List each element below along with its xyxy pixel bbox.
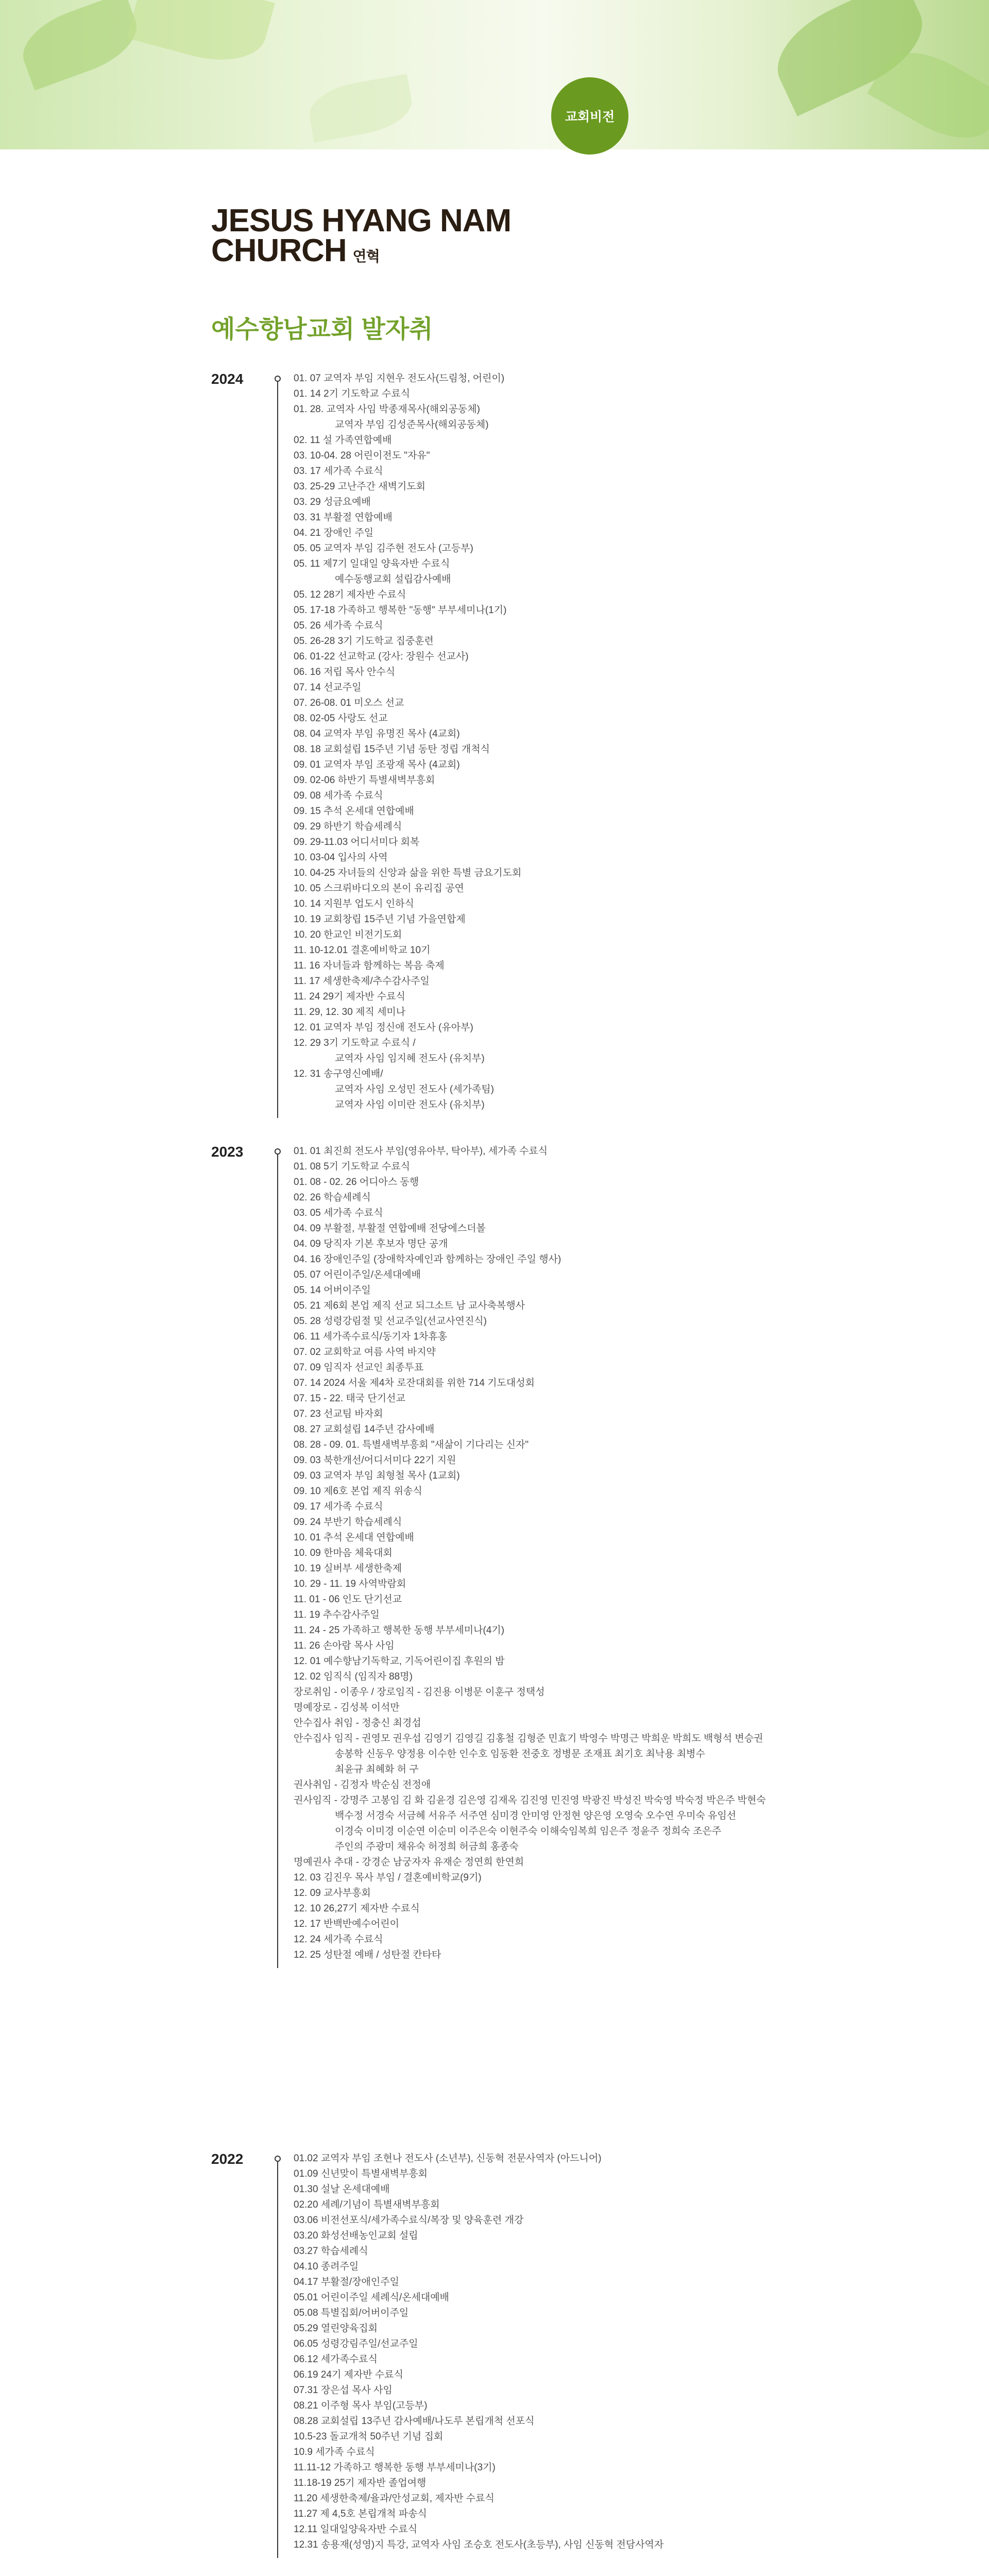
history-entry: 08. 27 교회설립 14주년 감사예배 (294, 1424, 435, 1435)
timeline-line (277, 2161, 278, 2558)
history-entry: 12.31 송용재(성영)지 특강, 교역자 사임 조승호 전도사(초등부), 사임 신동혁 전담사역자 (294, 2539, 664, 2550)
history-entry: 10. 09 한마음 체육대회 (294, 1548, 393, 1558)
history-entry: 09. 08 세가족 수료식 (294, 790, 383, 801)
history-entry: 10. 19 실버부 세생한축제 (294, 1563, 402, 1574)
history-entry: 05.08 특별집회/어버이주일 (294, 2308, 409, 2318)
history-entry: 04.17 부활절/장애인주일 (294, 2277, 399, 2287)
history-entry: 06. 16 저립 목사 안수식 (294, 667, 396, 677)
history-entry: 12. 02 임직식 (임직자 88명) (294, 1671, 413, 1682)
history-entry: 명예권사 추대 - 강경순 남궁자자 유재순 정연희 한연희 (294, 1857, 524, 1868)
history-entry: 07. 09 임직자 선교인 최종투표 (294, 1362, 424, 1373)
history-entry: 07. 14 2024 서울 제4차 로잔대회를 위한 714 기도대성회 (294, 1378, 535, 1388)
history-entry: 05. 28 성령강림절 및 선교주일(선교사연진식) (294, 1316, 487, 1327)
timeline-dot (275, 2156, 281, 2162)
history-entry: 권사임직 - 강명주 고봉임 김 화 김윤경 김은영 김재옥 김진영 민진영 박광진 박성진 박숙영 박숙정 박은주 박현숙 (294, 1795, 766, 1806)
brand-church-text: CHURCH (211, 233, 347, 268)
history-entry: 안수집사 취임 - 정충신 최경섭 (294, 1718, 421, 1728)
history-entry: 교역자 사임 임지혜 전도사 (유치부) (335, 1053, 485, 1064)
history-entry: 01.09 신년맞이 특별새벽부흥회 (294, 2168, 428, 2179)
hero-banner (0, 0, 989, 149)
history-entry: 01. 08 5기 기도학교 수료식 (294, 1161, 411, 1172)
history-entry: 11. 01 - 06 인도 단기선교 (294, 1594, 402, 1605)
history-entry: 09. 29-11.03 어디서미다 회복 (294, 837, 420, 848)
history-entry: 05.29 열린양육집회 (294, 2323, 378, 2334)
history-entry: 08.28 교회설립 13주년 감사예배/나도루 본립개척 선포식 (294, 2416, 535, 2427)
history-entry: 05.01 어린이주일 세례식/온세대예배 (294, 2292, 449, 2303)
timeline-dot (275, 1148, 281, 1155)
history-entry: 12. 29 3기 기도학교 수료식 / (294, 1038, 416, 1048)
history-entry: 10. 04-25 자녀들의 신앙과 삶을 위한 특별 금요기도회 (294, 868, 522, 878)
history-entry: 08. 02-05 사랑도 선교 (294, 713, 388, 724)
history-entry: 09. 01 교역자 부임 조광재 목사 (4교회) (294, 759, 460, 770)
history-entry: 12. 03 김진우 목사 부임 / 결혼예비학교(9기) (294, 1872, 482, 1883)
timeline-line (277, 381, 278, 1118)
history-entry: 12.11 일대일양육자반 수료식 (294, 2524, 418, 2535)
history-entry: 06.19 24기 제자반 수료식 (294, 2369, 403, 2380)
history-entry: 10. 05 스크뤼바디오의 본이 유리집 공연 (294, 883, 464, 894)
brand-subtitle: 연혁 (352, 248, 380, 264)
history-entry: 03. 10-04. 28 어린이전도 "자유" (294, 450, 430, 461)
year-label: 2023 (211, 1144, 244, 1160)
history-entry: 07. 26-08. 01 미오스 선교 (294, 698, 404, 708)
history-entry: 02. 11 설 가족연합예배 (294, 435, 392, 446)
leaf-decoration (127, 0, 275, 73)
history-entry: 03. 29 성금요예배 (294, 497, 371, 507)
history-entry: 08.21 이주형 목사 부임(고등부) (294, 2400, 428, 2411)
vision-badge (551, 77, 628, 155)
history-entry: 08. 28 - 09. 01. 특별새벽부흥회 "새삶이 기다리는 신자" (294, 1439, 529, 1450)
history-entry: 03.06 비전선포식/세가족수료식/복장 및 양육훈련 개강 (294, 2215, 524, 2226)
history-entry: 04. 16 장애인주일 (장애학자예인과 함께하는 장애인 주일 행사) (294, 1254, 561, 1265)
history-entry: 12. 10 26,27기 제자반 수료식 (294, 1903, 420, 1914)
history-entries (294, 1144, 766, 1963)
history-entry: 04. 21 장애인 주일 (294, 528, 374, 538)
history-entry: 11. 24 29기 제자반 수료식 (294, 991, 405, 1002)
history-entry: 11.20 세생한축제/율과/안성교회, 제자반 수료식 (294, 2493, 494, 2504)
history-entries (294, 371, 521, 1113)
history-entry: 권사취임 - 김정자 박순심 전정애 (294, 1780, 431, 1790)
history-entry: 05. 07 어린이주일/온세대예배 (294, 1269, 421, 1280)
history-entry: 12. 31 송구영신예배/ (294, 1069, 383, 1079)
history-entry: 12. 25 성탄절 예배 / 성탄절 칸타타 (294, 1950, 441, 1960)
history-entry: 10. 01 추석 온세대 연합예배 (294, 1532, 414, 1543)
history-entry: 10. 29 - 11. 19 사역박람회 (294, 1579, 406, 1589)
history-entry: 04. 09 당직자 기본 후보자 명단 공개 (294, 1239, 448, 1249)
history-entry: 07. 14 선교주일 (294, 682, 362, 693)
history-entry: 09. 29 하반기 학습세례식 (294, 821, 402, 832)
history-entry: 03. 25-29 고난주간 새벽기도회 (294, 481, 426, 492)
history-entry: 안수집사 임직 - 권영모 권우섭 김영기 김영길 김홍철 김형준 민효기 박영수 박명근 박희운 박희도 백형석 변승권 (294, 1733, 763, 1744)
history-entry: 교역자 부임 김성준목사(해외공동체) (335, 419, 489, 430)
history-entry: 01.02 교역자 부임 조현나 전도사 (소년부), 신동혁 전문사역자 (아드니어) (294, 2153, 602, 2164)
history-entry: 예수동행교회 설립감사예배 (335, 574, 451, 585)
timeline-dot (275, 376, 281, 382)
history-entry: 09. 17 세가족 수료식 (294, 1501, 383, 1512)
history-entry: 05. 11 제7기 일대일 양육자반 수료식 (294, 558, 450, 569)
history-entry: 02. 26 학습세례식 (294, 1192, 371, 1203)
history-entry: 10.9 세가족 수료식 (294, 2447, 375, 2458)
history-entry: 02.20 세례/기념이 특별새벽부흥회 (294, 2199, 440, 2210)
history-entry: 12. 24 세가족 수료식 (294, 1934, 383, 1945)
church-brand (211, 203, 511, 272)
history-entry: 최윤규 최혜화 허 구 (335, 1764, 419, 1775)
history-entry: 03.20 화성선배농인교회 설립 (294, 2230, 418, 2241)
history-entry: 10. 20 한교인 비전기도회 (294, 929, 402, 940)
history-entry: 09. 02-06 하반기 특별새벽부흥회 (294, 775, 435, 786)
history-entry: 03. 05 세가족 수료식 (294, 1208, 383, 1218)
history-entry: 11. 10-12.01 결혼예비학교 10기 (294, 945, 431, 956)
history-entry: 07. 02 교회학교 여름 사역 바지약 (294, 1347, 436, 1358)
history-entry: 12. 01 예수향남기독학교, 기독어린이집 후원의 밤 (294, 1656, 505, 1667)
history-entry: 05. 26-28 3기 기도학교 집중훈련 (294, 636, 434, 647)
history-entry: 장로취임 - 이종우 / 장로임직 - 김진용 이병문 이훈구 정택성 (294, 1687, 545, 1698)
history-entry: 12. 09 교사부흥회 (294, 1888, 371, 1899)
history-entry: 11. 16 자녀들과 함께하는 복음 축제 (294, 960, 445, 971)
year-label: 2022 (211, 2151, 244, 2167)
history-entry: 11. 19 추수감사주일 (294, 1609, 380, 1620)
history-entry: 01. 14 2기 기도학교 수료식 (294, 388, 411, 399)
history-entry: 11.11-12 가족하고 행복한 동행 부부세미나(3기) (294, 2462, 496, 2473)
history-entry: 12. 17 반백반예수어린이 (294, 1919, 399, 1929)
history-entry: 06.05 성령강림주일/선교주일 (294, 2338, 418, 2349)
history-entries (294, 2151, 663, 2553)
vision-badge-label: 교회비전 (565, 110, 615, 124)
history-entry: 09. 03 북한개선/어디서미다 22기 지원 (294, 1455, 456, 1466)
history-entry: 03. 31 부활절 연합예배 (294, 512, 393, 523)
history-entry: 07.31 장은섭 목사 사임 (294, 2385, 393, 2396)
history-entry: 01. 01 최진희 전도사 부임(영유아부, 탁아부), 세가족 수료식 (294, 1146, 548, 1157)
history-entry: 교역자 사임 오성민 전도사 (세가족팀) (335, 1084, 494, 1095)
history-entry: 08. 18 교회설립 15주년 기념 동탄 정립 개척식 (294, 744, 490, 755)
history-entry: 10. 14 지원부 업도시 인하식 (294, 899, 414, 909)
history-entry: 09. 15 추석 온세대 연합예배 (294, 806, 414, 817)
leaf-decoration (13, 0, 146, 91)
history-entry: 01. 28. 교역자 사임 박종재목사(해외공동체) (294, 404, 480, 415)
history-entry: 07. 15 - 22. 태국 단기선교 (294, 1393, 405, 1404)
history-entry: 11.27 제 4,5호 본립개척 파송식 (294, 2509, 427, 2519)
history-entry: 11.18-19 25기 제자반 졸업여행 (294, 2478, 427, 2488)
year-label: 2024 (211, 371, 244, 387)
history-entry: 04.10 종려주일 (294, 2261, 359, 2272)
history-entry: 교역자 사임 이미란 전도사 (유치부) (335, 1099, 485, 1110)
history-entry: 05. 12 28기 제자반 수료식 (294, 589, 406, 600)
history-entry: 01. 08 - 02. 26 어디아스 동행 (294, 1177, 419, 1188)
history-entry: 09. 10 제6호 본업 제직 위송식 (294, 1486, 422, 1497)
history-entry: 01. 07 교역자 부임 지현우 전도사(드림청, 어린이) (294, 373, 505, 384)
history-entry: 05. 05 교역자 부임 김주현 전도사 (고등부) (294, 543, 473, 554)
timeline-line (277, 1154, 278, 1968)
leaf-decoration (305, 74, 416, 142)
history-entry: 09. 24 부반기 학습세례식 (294, 1517, 402, 1528)
history-entry: 09. 03 교역자 부임 최형철 목사 (1교회) (294, 1470, 460, 1481)
history-entry: 10. 19 교회창립 15주년 기념 가을연합제 (294, 914, 466, 925)
history-entry: 05. 26 세가족 수료식 (294, 620, 383, 631)
brand-line2 (211, 233, 511, 272)
history-entry: 07. 23 선교팀 바자회 (294, 1409, 383, 1419)
history-entry: 06.12 세가족수료식 (294, 2354, 378, 2365)
history-entry: 06. 01-22 선교학교 (강사: 장원수 선교사) (294, 651, 469, 662)
history-entry: 11. 17 세생한축제/추수감사주일 (294, 976, 430, 987)
history-entry: 03. 17 세가족 수료식 (294, 466, 383, 477)
history-entry: 08. 04 교역자 부임 유명진 목사 (4교회) (294, 728, 460, 739)
page-title: 예수향남교회 발자취 (211, 316, 433, 343)
history-entry: 01.30 설날 온세대예배 (294, 2184, 390, 2195)
history-entry: 명예장로 - 김성복 이석만 (294, 1702, 400, 1713)
history-entry: 03.27 학습세례식 (294, 2246, 368, 2257)
history-timeline (211, 371, 778, 2576)
history-entry: 10. 03-04 입사의 사역 (294, 852, 388, 863)
history-entry: 05. 17-18 가족하고 행복한 "동행" 부부세미나(1기) (294, 605, 507, 616)
history-entry: 04. 09 부활절, 부활절 연합예배 전당에스더볼 (294, 1223, 486, 1234)
history-entry: 주인의 주광미 채유숙 허정희 허금희 홍종숙 (335, 1841, 519, 1852)
brand-line1: JESUS HYANG NAM (211, 203, 511, 239)
history-entry: 백수정 서경숙 서금혜 서유주 서주연 심미경 안미영 안정현 양은영 오영숙 오수연 우미숙 유임선 (335, 1810, 737, 1821)
history-entry: 12. 01 교역자 부임 정신애 전도사 (유아부) (294, 1022, 473, 1033)
history-entry: 이경숙 이미경 이순연 이순미 이주은숙 이현주숙 이해숙임복희 임은주 정윤주 정희숙 조은주 (335, 1826, 722, 1837)
history-entry: 06. 11 세가족수료식/동기자 1차휴홍 (294, 1331, 448, 1342)
history-entry: 05. 21 제6회 본업 제직 선교 되그소트 남 교사축복행사 (294, 1300, 525, 1311)
history-entry: 11. 26 손아람 목사 사임 (294, 1640, 395, 1651)
history-entry: 05. 14 어버이주일 (294, 1285, 371, 1296)
history-entry: 11. 24 - 25 가족하고 행복한 동행 부부세미나(4기) (294, 1625, 505, 1636)
history-entry: 10.5-23 돌교개척 50주년 기념 집회 (294, 2431, 444, 2442)
history-entry: 11. 29, 12. 30 제직 세미나 (294, 1007, 406, 1018)
history-entry: 송봉학 신동우 양정용 이수한 인수호 임동환 전중호 정병문 조재표 최기호 최낙용 최병수 (335, 1749, 705, 1759)
